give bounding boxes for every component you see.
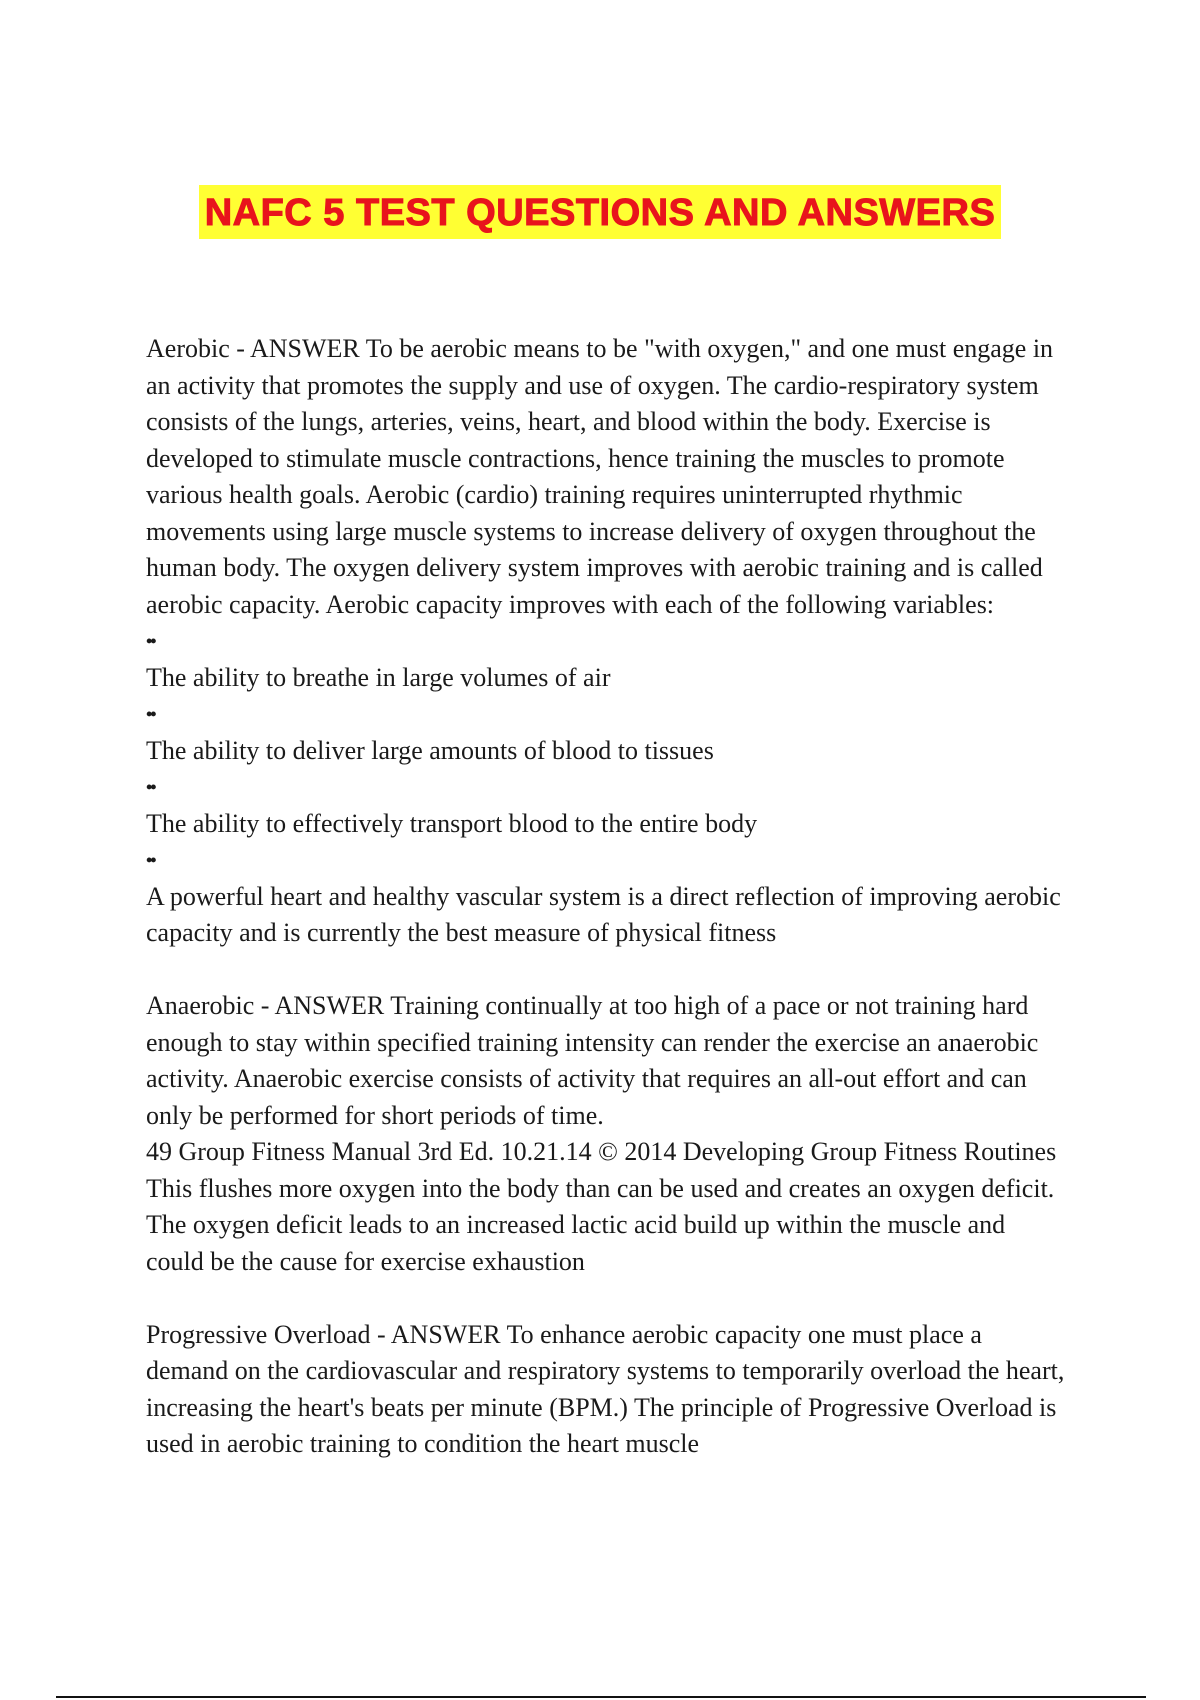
bullet-marker: •• xyxy=(146,631,155,651)
aerobic-item-4: A powerful heart and healthy vascular system is a direct reflection of improving aerobic capacity and is currently the best measure of physical fitness xyxy=(146,881,1061,947)
anaerobic-source-note: 49 Group Fitness Manual 3rd Ed. 10.21.14 © 2014 Developing Group Fitness Routines xyxy=(146,1137,1057,1166)
aerobic-answer: Aerobic - ANSWER To be aerobic means to be "with oxygen," and one must engage in an activity that promotes the supply and use of oxygen. The cardio-respiratory system consists of the lungs, arteries, veins, heart, and blood within the body. Exercise is developed to stimulate muscle contractions, hence training the muscles to promote various health goals. Aerobic (cardio) training requires uninterrupted rhythmic movements using large muscle systems to increase delivery of oxygen throughout the human body. The oxygen delivery system improves with aerobic training and is called aerobic capacity. Aerobic capacity improves with each of the following variables: xyxy=(146,334,1054,619)
anaerobic-continuation: This flushes more oxygen into the body than can be used and creates an oxygen deficit. The oxygen deficit leads to an increased lactic acid build up within the muscle and could be the cause for exercise exhaustion xyxy=(146,1173,1055,1276)
bullet-marker: •• xyxy=(146,704,155,724)
bullet-marker: •• xyxy=(146,777,155,797)
document-body xyxy=(146,331,1066,1499)
qa-progressive-overload xyxy=(146,1317,1066,1463)
aerobic-item-1: The ability to breathe in large volumes of air xyxy=(146,662,611,692)
anaerobic-answer: Anaerobic - ANSWER Training continually at too high of a pace or not training hard enough to stay within specified training intensity can render the exercise an anaerobic activity. Anaerobic exercise consists of activity that requires an all-out effort and can only be performed for short periods of time. xyxy=(146,991,1039,1130)
qa-anaerobic xyxy=(146,988,1066,1280)
page-title: NAFC 5 TEST QUESTIONS AND ANSWERS xyxy=(199,185,1002,239)
bullet-marker: •• xyxy=(146,850,155,870)
aerobic-item-3: The ability to effectively transport blood to the entire body xyxy=(146,808,758,838)
aerobic-item-2: The ability to deliver large amounts of blood to tissues xyxy=(146,735,714,765)
progressive-overload-answer: Progressive Overload - ANSWER To enhance aerobic capacity one must place a demand on the cardiovascular and respiratory systems to temporarily overload the heart, increasing the heart's beats per minute (BPM.) The principle of Progressive Overload is used in aerobic training to condition the heart muscle xyxy=(146,1319,1065,1458)
title-container xyxy=(0,185,1200,239)
footer-divider xyxy=(56,1696,1146,1698)
qa-aerobic xyxy=(146,331,1066,952)
